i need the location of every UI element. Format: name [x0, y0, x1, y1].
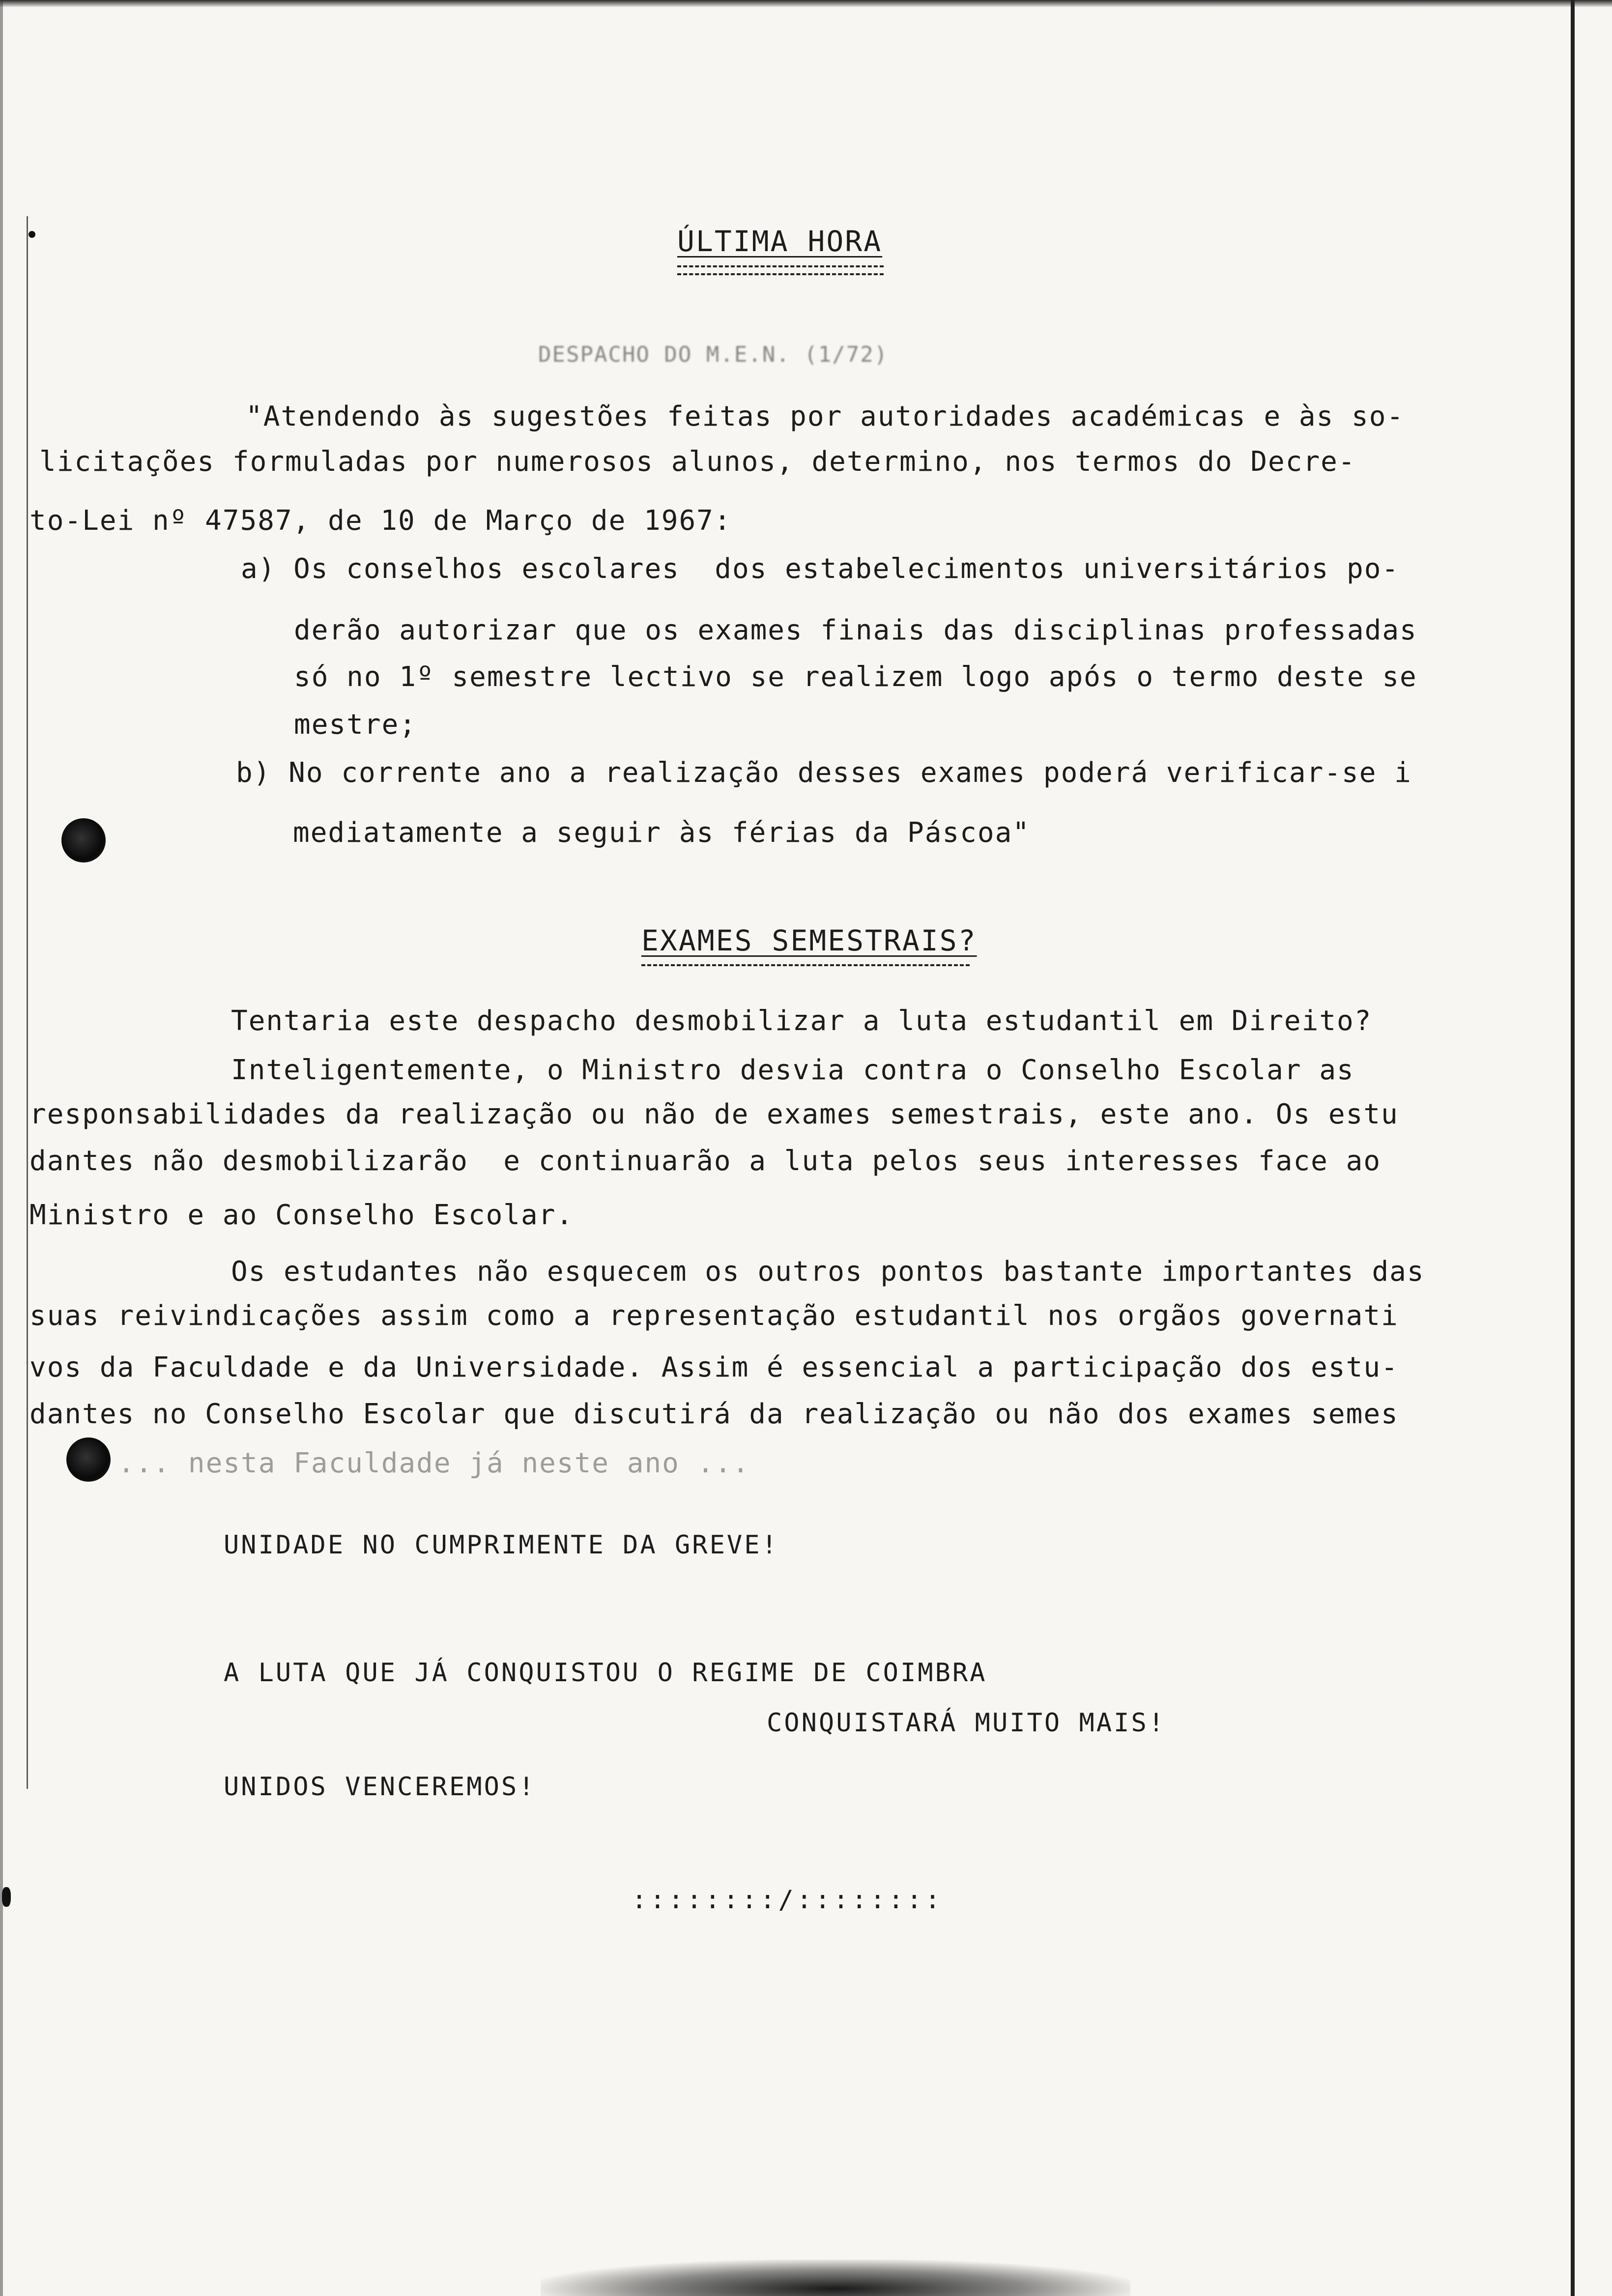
slogan: UNIDADE NO CUMPRIMENTE DA GREVE!	[224, 1530, 779, 1560]
paragraph-line: suas reivindicações assim como a representação estudantil nos orgãos governati	[29, 1300, 1399, 1332]
item-a-line: mestre;	[294, 709, 417, 741]
scan-left-edge	[0, 0, 3, 2296]
paragraph-line: Tentaria este despacho desmobilizar a luta estudantil em Direito?	[231, 1005, 1372, 1037]
paragraph-line: dantes não desmobilizarão e continuarão a luta pelos seus interesses face ao	[29, 1145, 1382, 1177]
title-underline	[677, 265, 884, 267]
paragraph-line: responsabilidades da realização ou não de exames semestrais, este ano. Os estu	[29, 1098, 1399, 1130]
paragraph-line: Os estudantes não esquecem os outros pontos bastante importantes das	[231, 1256, 1425, 1288]
paragraph-line: dantes no Conselho Escolar que discutirá da realização ou não dos exames semes	[29, 1398, 1399, 1430]
ink-dot	[29, 231, 35, 238]
paragraph-line: Ministro e ao Conselho Escolar.	[29, 1199, 574, 1231]
margin-rule	[27, 216, 28, 1789]
title-underline-2	[677, 273, 884, 275]
quote-line: to-Lei nº 47587, de 10 de Março de 1967:	[29, 505, 732, 537]
punch-hole-top	[61, 818, 106, 862]
ink-mark	[2, 1887, 11, 1907]
section-title-underline	[641, 964, 970, 966]
slogan: UNIDOS VENCEREMOS!	[224, 1772, 536, 1802]
item-a-line: a) Os conselhos escolares dos estabelecimentos universitários po-	[241, 553, 1400, 585]
item-b-line: b) No corrente ano a realização desses exames poderá verificar-se i	[236, 757, 1412, 789]
page-title: ÚLTIMA HORA	[677, 225, 883, 258]
paragraph-line: vos da Faculdade e da Universidade. Assim é essencial a participação dos estu-	[29, 1351, 1399, 1383]
punch-hole-bottom	[66, 1437, 111, 1482]
footer-separator: ::::::::/::::::::	[632, 1885, 944, 1915]
quote-line: "Atendendo às sugestões feitas por autoridades académicas e às so-	[246, 401, 1405, 432]
slogan: A LUTA QUE JÁ CONQUISTOU O REGIME DE COIMBRA	[224, 1658, 987, 1688]
scan-right-edge	[1571, 0, 1575, 2296]
despacho-reference: DESPACHO DO M.E.N. (1/72)	[538, 342, 889, 367]
paragraph-line: Inteligentemente, o Ministro desvia contra o Conselho Escolar as	[231, 1054, 1354, 1086]
item-b-line: mediatamente a seguir às férias da Páscoa"	[293, 817, 1031, 849]
paragraph-line-faint: ... nesta Faculdade já neste ano ...	[118, 1447, 750, 1479]
section-title: EXAMES SEMESTRAIS?	[641, 924, 977, 957]
scan-top-edge	[0, 0, 1612, 7]
quote-line: licitações formuladas por numerosos alunos, determino, nos termos do Decre-	[39, 446, 1356, 478]
bottom-smudge	[541, 2260, 1130, 2296]
slogan: CONQUISTARÁ MUITO MAIS!	[767, 1708, 1166, 1738]
item-a-line: derão autorizar que os exames finais das disciplinas professadas	[294, 614, 1417, 646]
item-a-line: só no 1º semestre lectivo se realizem logo após o termo deste se	[294, 661, 1417, 693]
